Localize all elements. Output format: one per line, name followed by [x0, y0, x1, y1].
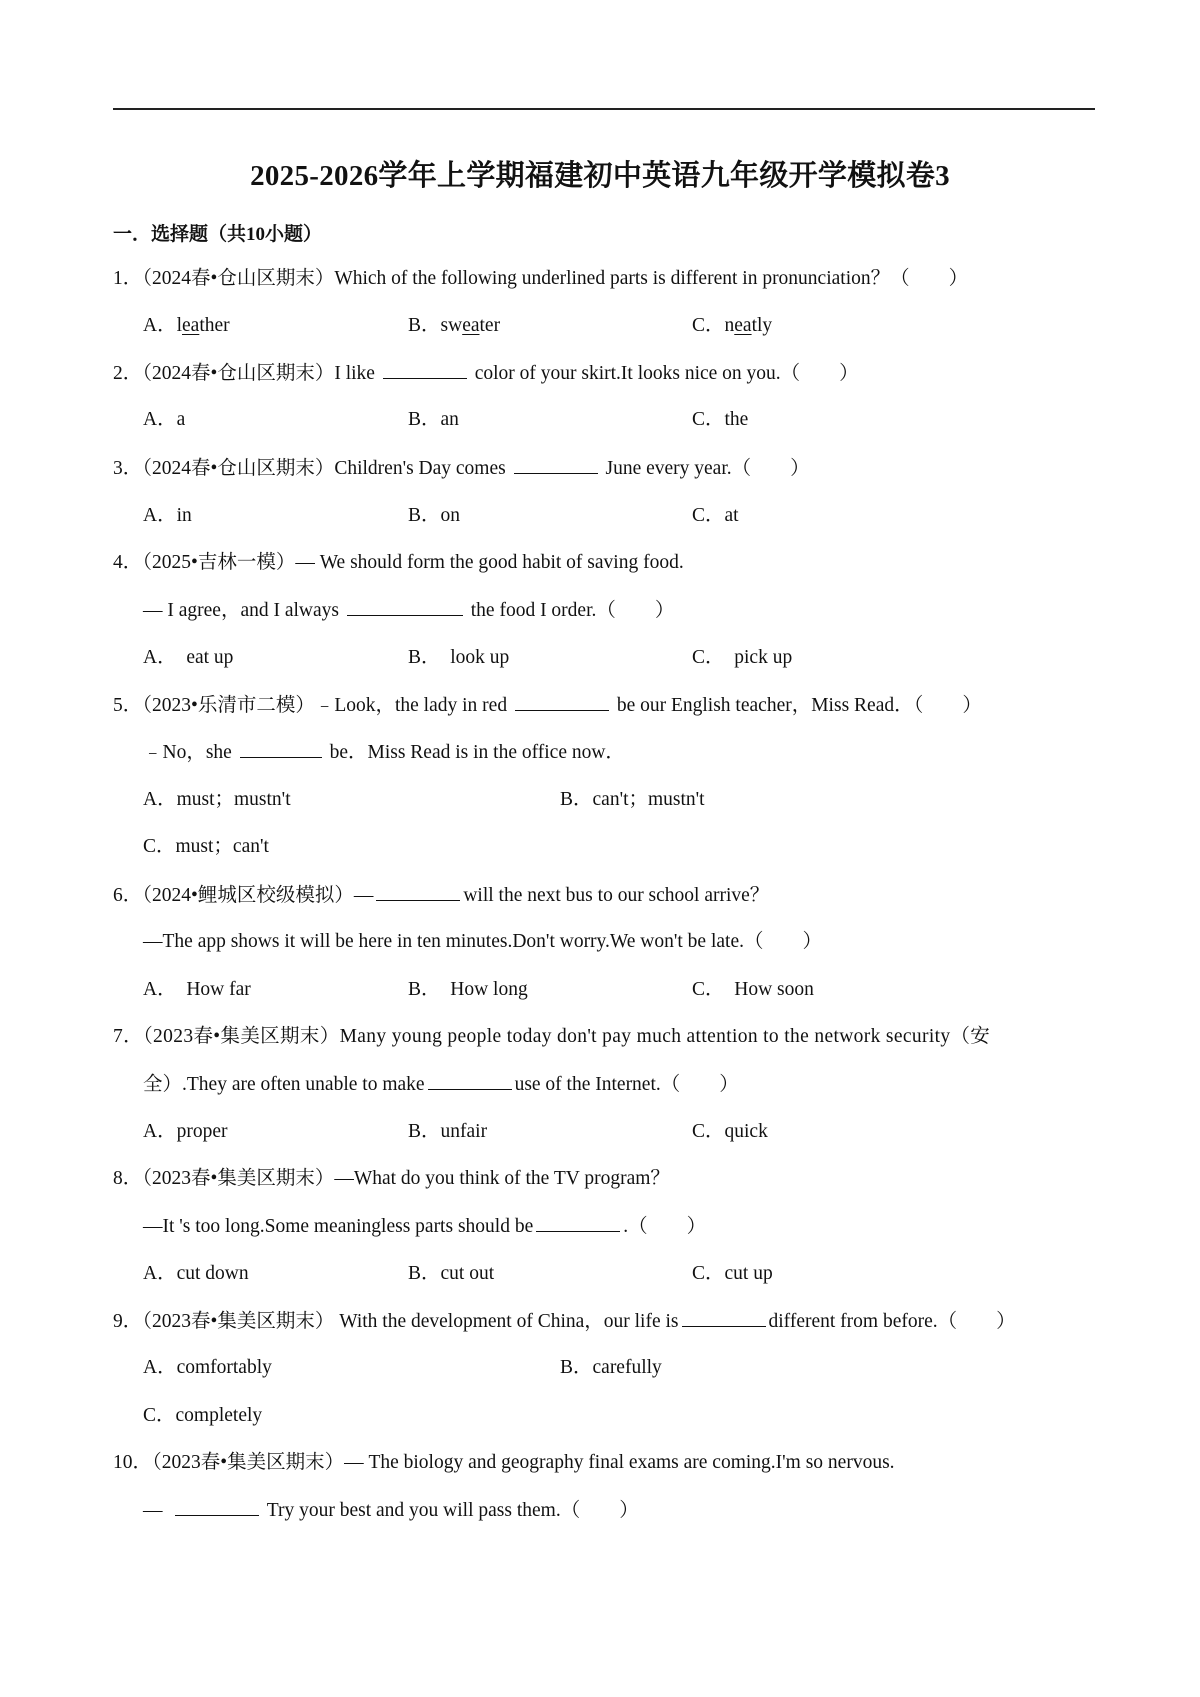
answer-blank[interactable]: [175, 1497, 259, 1516]
question-4-stem: 4．（2025•吉林一模）— We should form the good habit of saving food.: [113, 552, 684, 573]
option-text: ther: [199, 315, 230, 336]
question-10-stem: 10．（2023春•集美区期末）— The biology and geography final exams are coming.I'm so nervous.: [113, 1452, 895, 1473]
stem-text: 5．（2023•乐清市二模）﹣Look，the lady in red: [113, 695, 508, 716]
stem-text: 9．（2023春•集美区期末） With the development of China，our life is: [113, 1311, 679, 1332]
option-text: tly: [751, 315, 773, 336]
answer-blank[interactable]: [514, 455, 598, 474]
question-1-option-c[interactable]: [692, 313, 772, 339]
answer-blank[interactable]: [383, 360, 467, 379]
question-5-option-c[interactable]: C．must；can't: [143, 836, 269, 857]
stem-text: —: [143, 1500, 163, 1521]
question-5-option-b[interactable]: B．can't；mustn't: [560, 789, 705, 810]
question-7-stem-line2: [143, 1071, 739, 1098]
question-6-stem-line2: —The app shows it will be here in ten minutes.Don't worry.We won't be late.（ ）: [143, 931, 822, 952]
option-text: sw: [440, 315, 463, 336]
header-rule: [113, 108, 1095, 110]
question-10-stem-line2: [143, 1497, 639, 1524]
question-3-stem: [113, 455, 810, 482]
question-6-option-b[interactable]: B． How long: [408, 979, 528, 1000]
stem-text: .（ ）: [623, 1216, 707, 1237]
stem-text: June every year.（ ）: [605, 458, 810, 479]
underlined-part: ea: [734, 315, 752, 336]
question-7-stem: 7．（2023春•集美区期末）Many young people today don't pay much attention to the network security（安: [113, 1026, 991, 1047]
question-9-stem: [113, 1308, 1016, 1335]
question-3-option-a[interactable]: A．in: [143, 505, 192, 526]
question-7-option-b[interactable]: B．unfair: [408, 1121, 488, 1142]
option-letter: B．: [408, 315, 441, 336]
question-6-option-a[interactable]: A． How far: [143, 979, 251, 1000]
stem-text: —It 's too long.Some meaningless parts should be: [143, 1216, 534, 1237]
answer-blank[interactable]: [515, 692, 609, 711]
stem-text: 6．（2024•鲤城区校级模拟）—: [113, 885, 374, 906]
question-3-option-c[interactable]: C．at: [692, 505, 739, 526]
question-1-option-a[interactable]: [143, 313, 230, 339]
question-2-stem: [113, 360, 859, 387]
underlined-part: ea: [182, 315, 200, 336]
question-1-option-b[interactable]: [408, 313, 500, 339]
question-8-stem-line2: [143, 1213, 706, 1240]
stem-text: 全）.They are often unable to make: [143, 1074, 425, 1095]
question-8-stem: 8．（2023春•集美区期末）—What do you think of the TV program？: [113, 1168, 670, 1189]
option-text: ter: [479, 315, 501, 336]
question-5-stem-line2: [143, 739, 625, 766]
stem-text: will the next bus to our school arrive？: [463, 885, 770, 906]
question-2-option-b[interactable]: B．an: [408, 409, 459, 430]
question-5-stem: [113, 692, 982, 719]
question-7-option-c[interactable]: C．quick: [692, 1121, 768, 1142]
answer-blank[interactable]: [536, 1213, 620, 1232]
answer-blank[interactable]: [240, 739, 322, 758]
option-letter: C．: [692, 315, 725, 336]
question-9-option-b[interactable]: B．carefully: [560, 1357, 662, 1378]
stem-text: 3．（2024春•仓山区期末）Children's Day comes: [113, 458, 506, 479]
section-heading: 一．选择题（共10小题）: [113, 224, 323, 245]
stem-text: color of your skirt.It looks nice on you.（ ）: [474, 363, 859, 384]
option-text: n: [724, 315, 735, 336]
question-1-stem: 1．（2024春•仓山区期末）Which of the following underlined parts is different in pronunciation？（ ）: [113, 268, 969, 289]
question-3-option-b[interactable]: B．on: [408, 505, 461, 526]
stem-text: be．Miss Read is in the office now．: [329, 742, 625, 763]
question-8-option-c[interactable]: C．cut up: [692, 1263, 773, 1284]
stem-text: use of the Internet.（ ）: [514, 1074, 739, 1095]
question-5-option-a[interactable]: A．must；mustn't: [143, 789, 291, 810]
answer-blank[interactable]: [347, 597, 463, 616]
page-title: 2025-2026学年上学期福建初中英语九年级开学模拟卷3: [250, 160, 950, 192]
answer-blank[interactable]: [376, 882, 460, 901]
stem-text: 2．（2024春•仓山区期末）I like: [113, 363, 375, 384]
question-9-option-a[interactable]: A．comfortably: [143, 1357, 272, 1378]
question-7-option-a[interactable]: A．proper: [143, 1121, 228, 1142]
stem-text: Try your best and you will pass them.（ ）: [266, 1500, 639, 1521]
stem-text: be our English teacher，Miss Read．（ ）: [616, 695, 982, 716]
question-6-stem: [113, 882, 769, 909]
answer-blank[interactable]: [428, 1071, 512, 1090]
answer-blank[interactable]: [682, 1308, 766, 1327]
stem-text: — I agree，and I always: [143, 600, 339, 621]
question-2-option-a[interactable]: A．a: [143, 409, 186, 430]
question-4-option-c[interactable]: C． pick up: [692, 647, 793, 668]
question-8-option-a[interactable]: A．cut down: [143, 1263, 249, 1284]
question-9-option-c[interactable]: C．completely: [143, 1405, 263, 1426]
stem-text: ﹣No，she: [143, 742, 232, 763]
question-4-stem-line2: [143, 597, 674, 624]
question-8-option-b[interactable]: B．cut out: [408, 1263, 495, 1284]
question-4-option-a[interactable]: A． eat up: [143, 647, 234, 668]
question-2-option-c[interactable]: C．the: [692, 409, 749, 430]
stem-text: different from before.（ ）: [768, 1311, 1016, 1332]
question-4-option-b[interactable]: B． look up: [408, 647, 510, 668]
option-text: l: [176, 315, 183, 336]
question-6-option-c[interactable]: C． How soon: [692, 979, 814, 1000]
option-letter: A．: [143, 315, 177, 336]
stem-text: the food I order.（ ）: [470, 600, 675, 621]
underlined-part: ea: [462, 315, 480, 336]
